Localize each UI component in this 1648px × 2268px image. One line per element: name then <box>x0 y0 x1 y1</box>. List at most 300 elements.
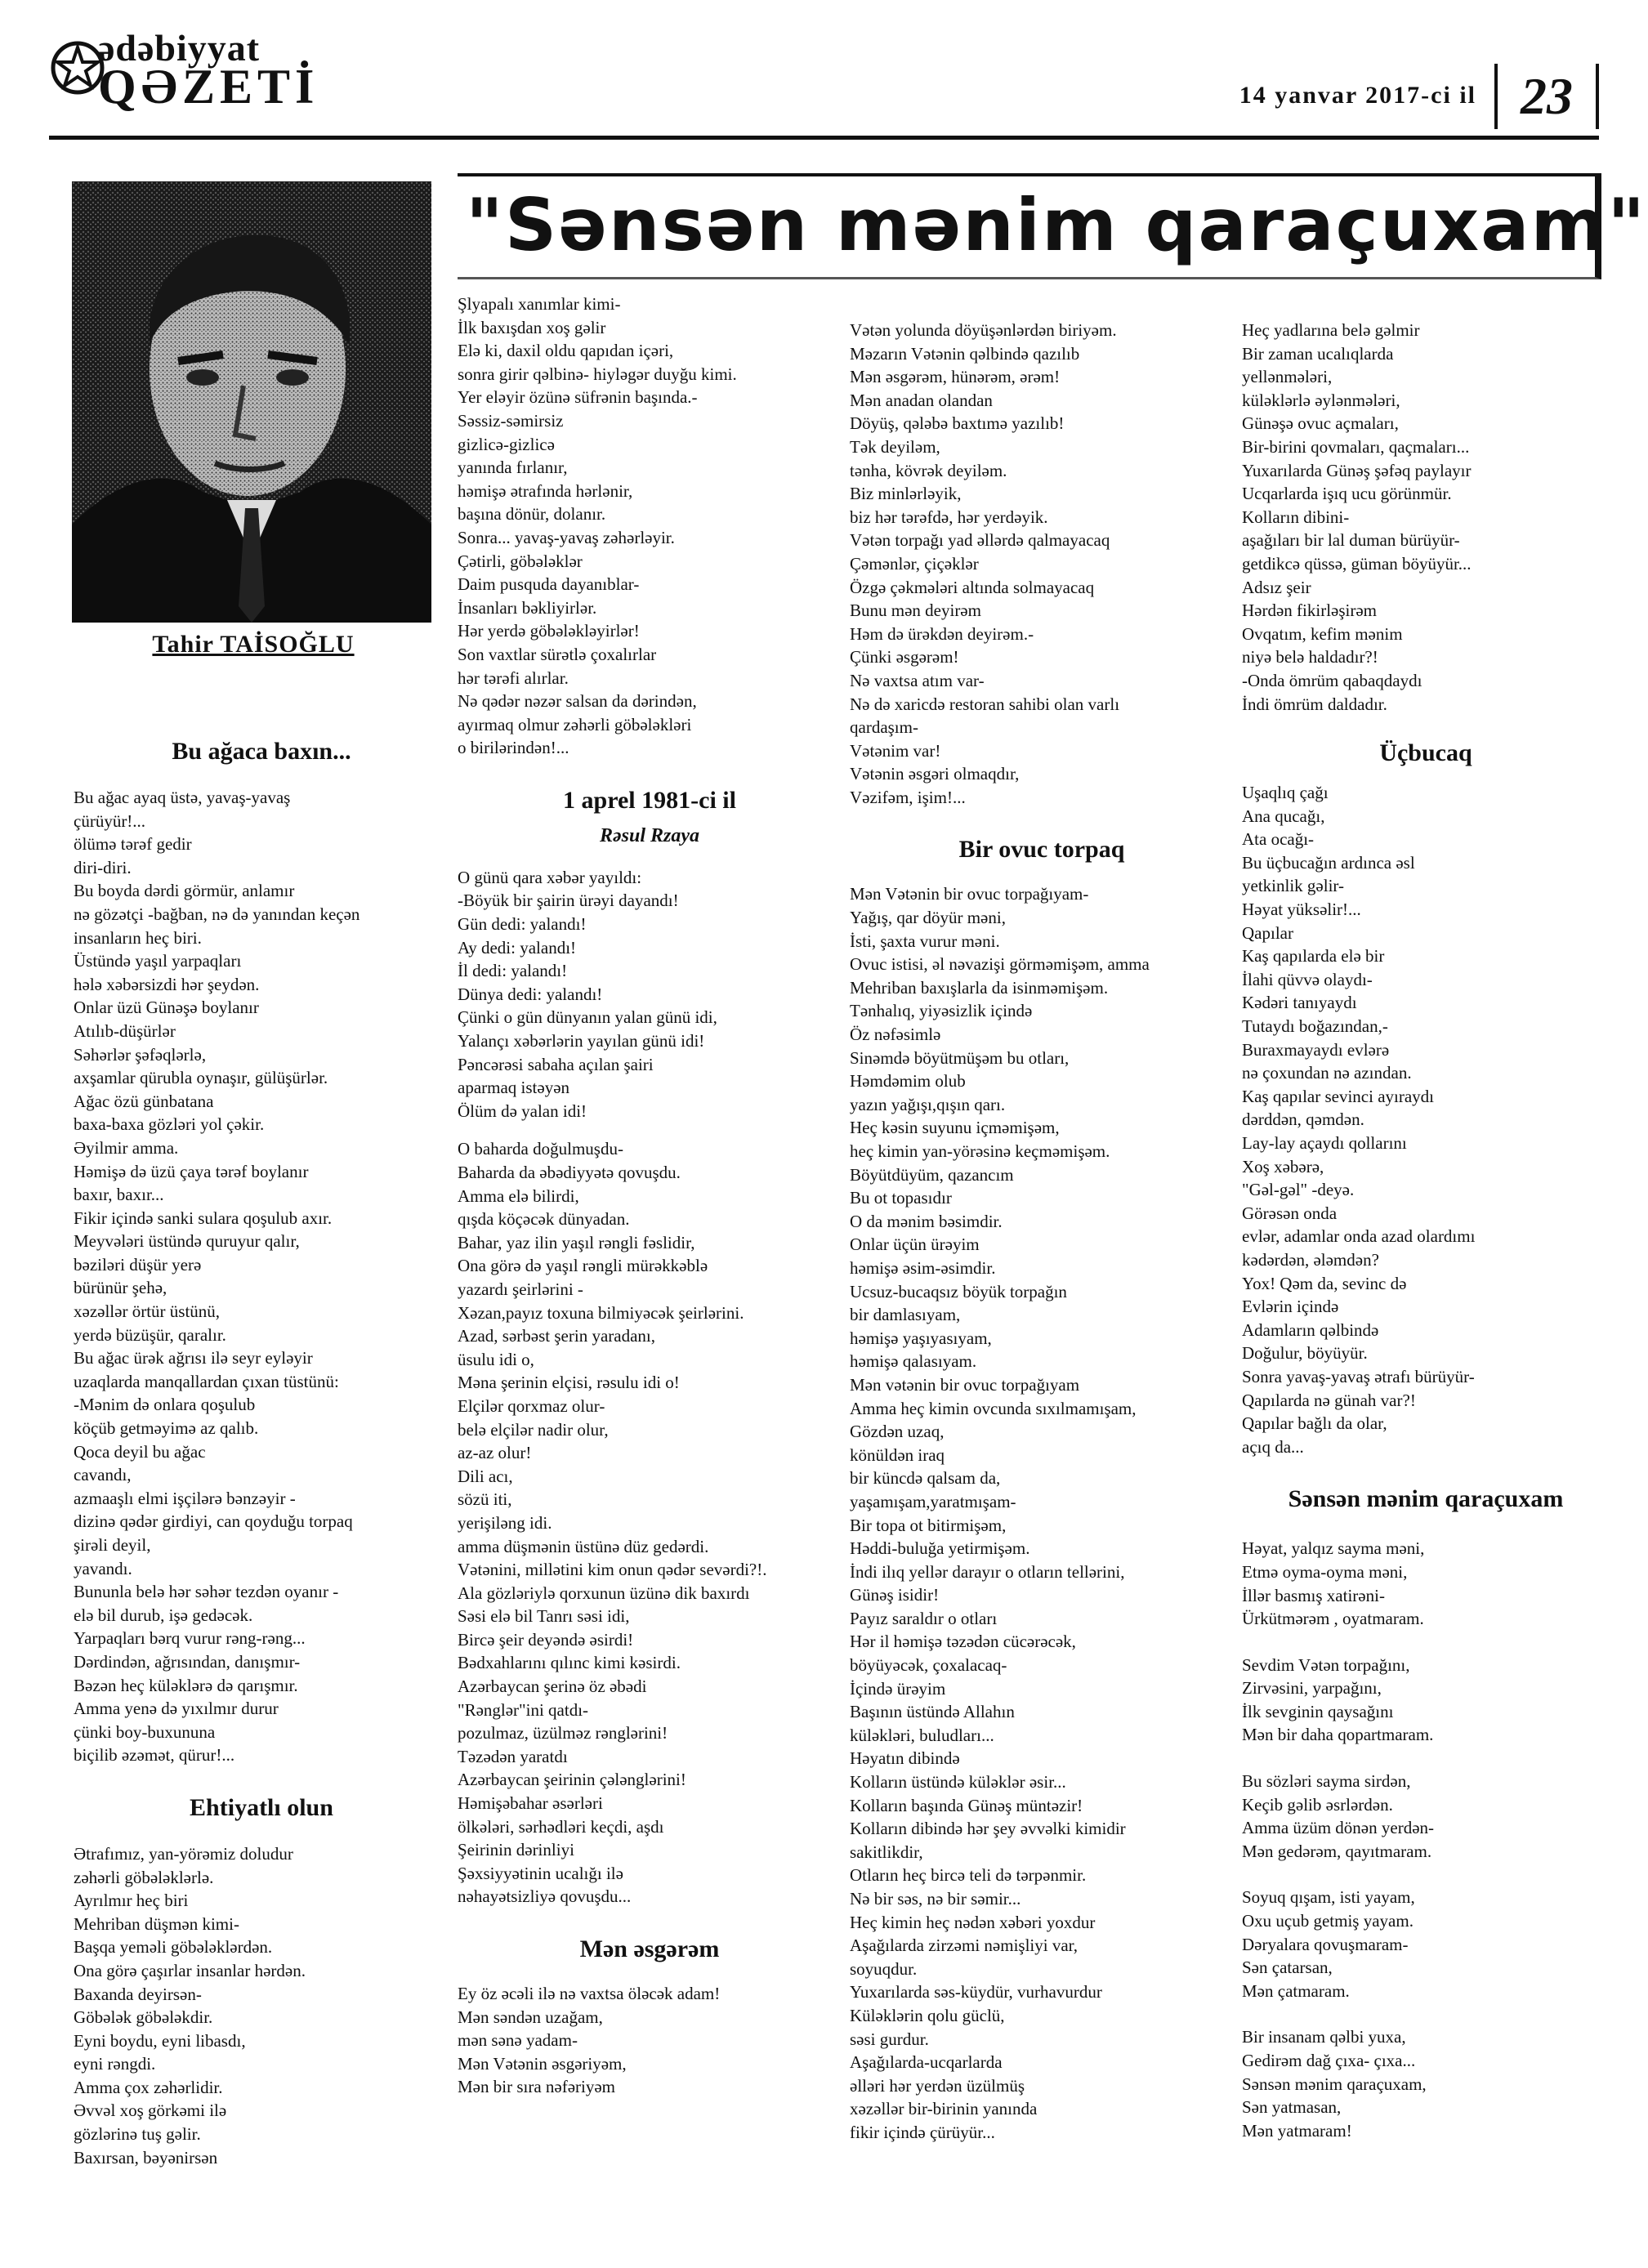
poem-line: Öz nəfəsimlə <box>850 1025 941 1045</box>
poem-line: Bu üçbucağın ardınca əsl <box>1242 852 1415 873</box>
poem-line: Başının üstündə Allahın <box>850 1702 1015 1722</box>
poem-line: yellənmələri, <box>1242 367 1333 387</box>
poem-line: axşamlar qürubla oynaşır, gülüşürlər. <box>74 1068 328 1088</box>
poem-line: Aşağılarda-ucqarlarda <box>850 2052 1003 2073</box>
poem-line: Baxanda deyirsən- <box>74 1984 202 2004</box>
poem-line: Dərdindən, ağrısından, danışmır- <box>74 1651 301 1672</box>
poem-line: Mehriban düşmən kimi- <box>74 1913 239 1934</box>
poem-body <box>850 319 1234 809</box>
poem-line: Amma elə bilirdi, <box>458 1185 579 1206</box>
poem-line: Həmdəmim olub <box>850 1071 966 1092</box>
poem-line: Gedirəm dağ çıxa- çıxa... <box>1242 2051 1416 2070</box>
poem-title: Bir ovuc torpaq <box>958 836 1125 864</box>
poem-line <box>458 1123 842 1137</box>
poem-line: Bu ağac ürək ağrısı ilə seyr eyləyir <box>74 1348 313 1368</box>
poem-line: aşağıları bir lal duman bürüyür- <box>1242 530 1460 551</box>
poem-line: həmişə ətrafında hərlənir, <box>458 480 633 501</box>
poem-line: dizinə qədər girdiyi, can qoyduğu torpaq <box>74 1511 353 1532</box>
poem-line: Əvvəl xoş görkəmi ilə <box>74 2101 227 2121</box>
poem-line: bir küncdə qalsam da, <box>850 1468 1001 1489</box>
poem-line: "Rənglər"ini qatdı- <box>458 1699 589 1720</box>
poem-line: Qapılar <box>1242 922 1293 943</box>
poem-line: Nə bir səs, nə bir səmir... <box>850 1889 1021 1909</box>
poem-line: Dili acı, <box>458 1466 513 1486</box>
poem-line: Sevdim Vətən torpağını, <box>1242 1654 1410 1675</box>
poem-line: Ala gözləriylə qorxunun üzünə dik baxırdı <box>458 1583 750 1603</box>
poem-line: nə çoxundan nə azından. <box>1242 1063 1412 1083</box>
poem-line: Ona görə çaşırlar insanlar hərdən. <box>74 1960 306 1980</box>
poem-line: azmaaşlı elmi işçilərə bənzəyir - <box>74 1488 296 1508</box>
poem-line: Kolların üstündə küləklər əsir... <box>850 1772 1066 1793</box>
poem-line: Zirvəsini, yarpağını, <box>1242 1678 1382 1699</box>
poem-line: çürüyür!... <box>74 810 146 831</box>
poem-line: uzaqlarda manqallardan çıxan tüstünü: <box>74 1371 339 1391</box>
poem-line: Bir insanam qəlbi yuxa, <box>1242 2027 1406 2047</box>
poem-line: Yalançı xəbərlərin yayılan günü idi! <box>458 1031 705 1051</box>
poem-line: Son vaxtlar sürətlə çoxalırlar <box>458 644 657 664</box>
poem-line: aparmaq istəyən <box>458 1078 570 1098</box>
poem-body <box>1242 319 1610 716</box>
poem-dedication: Rəsul Rzaya <box>599 824 699 846</box>
poem-line: cavandı, <box>74 1465 132 1485</box>
poem-line: Özgə çəkmələri altında solmayacaq <box>850 577 1095 597</box>
poem-line: küləkləri, buludları... <box>850 1725 994 1745</box>
header-rule <box>49 136 1599 140</box>
poem-line: Ayrılmır heç biri <box>74 1891 189 1911</box>
column-1 <box>74 735 449 2169</box>
poem-line: Heç kəsin suyunu içməmişəm, <box>850 1118 1060 1138</box>
poem-line: heç kimin yan-yörəsinə keçməmişəm. <box>850 1141 1110 1161</box>
author-photo <box>72 181 431 623</box>
poem-line: Bu ağac ayaq üstə, yavaş-yavaş <box>74 788 291 807</box>
poem-line: evlər, adamlar onda azad olardımı <box>1242 1226 1476 1247</box>
poem-line: qışda köçəcək dünyadan. <box>458 1209 630 1230</box>
poem-line: Vəzifəm, işim!... <box>850 787 966 807</box>
poem-line: Ürkütmərəm , oyatmaram. <box>1242 1609 1424 1629</box>
poem-line: Lay-lay açaydı qollarını <box>1242 1133 1407 1153</box>
logo-bottom-text: QƏZETİ <box>98 60 319 114</box>
poem-line: Ölüm də yalan idi! <box>458 1101 587 1121</box>
poem-line: Mən gedərəm, qayıtmaram. <box>1242 1841 1432 1861</box>
poem-line: Ağac özü günbatana <box>74 1091 214 1111</box>
poem-line: belə elçilər nadir olur, <box>458 1419 609 1440</box>
poem-line: Meyvələri üstündə quruyur qalır, <box>74 1231 300 1252</box>
poem-line: Mən vətənin bir ovuc torpağıyam <box>850 1374 1080 1395</box>
poem-line: "Gəl-gəl" -deyə. <box>1242 1180 1355 1200</box>
poem-line: Adsız şeir <box>1242 577 1311 597</box>
poem-title: 1 aprel 1981-ci il <box>563 786 736 814</box>
poem-line: İlk baxışdan xoş gəlir <box>458 317 606 337</box>
poem-line: bəziləri düşür yerə <box>74 1254 202 1275</box>
poem-line: Sonra yavaş-yavaş ətrafı bürüyür- <box>1242 1366 1475 1386</box>
poem-line: Oxu uçub getmiş yayam. <box>1242 1911 1414 1931</box>
poem-line: gizlicə-gizlicə <box>458 434 555 454</box>
poem-line: Keçib gəlib əsrlərdən. <box>1242 1794 1393 1815</box>
poem-line: Azad, sərbəst şerin yaradanı, <box>458 1326 655 1346</box>
poem-line: O da mənim bəsimdir. <box>850 1211 1003 1231</box>
poem-line: Mən anadan olandan <box>850 390 993 410</box>
poem-line: Bədxahlarını qılınc kimi kəsirdi. <box>458 1653 681 1673</box>
poem-line: eyni rəngdi. <box>74 2054 156 2074</box>
poem-line: hər tərəfi alırlar. <box>458 667 569 688</box>
poem-line: niyə belə haldadır?! <box>1242 647 1378 667</box>
poem-line: Bu sözləri sayma sirdən, <box>1242 1771 1411 1792</box>
poem-line: Mən Vətənin əsgəriyəm, <box>458 2053 627 2074</box>
poem-line: Heç kimin heç nədən xəbəri yoxdur <box>850 1912 1096 1932</box>
poem-line: Ana qucağı, <box>1242 806 1325 826</box>
poem-line: Mehriban baxışlarla da isinməmişəm. <box>850 977 1109 998</box>
poem-line: Xəzan,payız toxuna bilmiyəcək şeirlərini. <box>458 1302 744 1323</box>
poem-line: Yarpaqları bərq vurur rəng-rəng... <box>74 1628 306 1649</box>
poem-line: hələ xəbərsizdi hər şeydən. <box>74 974 260 994</box>
poem-line: üsulu idi o, <box>458 1349 534 1369</box>
poem-line: şirəli deyil, <box>74 1535 151 1555</box>
poem-line: həmişə qalasıyam. <box>850 1351 977 1372</box>
poem-line: Yağış, qar döyür məni, <box>850 908 1006 928</box>
poem-line: Qapılar bağlı da olar, <box>1242 1413 1387 1434</box>
headline-title: "Sənsən mənim qaraçuxam" <box>466 183 1647 267</box>
poem-line: kədərdən, ələmdən? <box>1242 1249 1379 1270</box>
poem-line: Etmə oyma-oyma məni, <box>1242 1561 1408 1582</box>
poem-line: Xoş xəbərə, <box>1242 1156 1324 1176</box>
poem-line: Hər yerdə göbələkləyirlər! <box>458 621 640 641</box>
poem-line: Ay dedi: yalandı! <box>458 937 577 958</box>
poem-line: Kolların dibində hər şey əvvəlki kimidir <box>850 1819 1126 1839</box>
poem-line: Şəxsiyyətinin ucalığı ilə <box>458 1863 623 1883</box>
poem-line: fikir içində çürüyür... <box>850 2122 995 2142</box>
poem-line: Çünki əsgərəm! <box>850 647 959 667</box>
poem-line: Məzarın Vətənin qəlbində qazılıb <box>850 343 1080 364</box>
poem-line: Qoca deyil bu ağac <box>74 1441 206 1462</box>
poem-line: Ovqatım, kefim mənim <box>1242 623 1403 644</box>
poem-line: Mən bir daha qopartmaram. <box>1242 1725 1434 1745</box>
poem-line: yaşamışam,yaratmışam- <box>850 1491 1016 1511</box>
page-number: 23 <box>1494 64 1599 129</box>
poem-line: Vətən torpağı yad əllərdə qalmayacaq <box>850 530 1110 551</box>
poem-line: Mən əsgərəm, hünərəm, ərəm! <box>850 367 1061 387</box>
poem-line: tənha, kövrək deyiləm. <box>850 460 1007 480</box>
poem-line: Doğulur, böyüyür. <box>1242 1343 1368 1364</box>
poem-line: Sonra... yavaş-yavaş zəhərləyir. <box>458 527 675 547</box>
poem-body <box>1242 781 1610 1458</box>
poem-line: Təzədən yaratdı <box>458 1746 568 1766</box>
poem-line: həmişə əsim-əsimdir. <box>850 1257 996 1278</box>
poem-line: Ucqarlarda işıq ucu görünmür. <box>1242 484 1452 504</box>
poem-line: Çəmənlər, çiçəklər <box>850 553 979 574</box>
poem-line: ölümə tərəf gedir <box>74 834 192 855</box>
poem-title: Bu ağaca baxın... <box>172 738 351 765</box>
poem-line: zəhərli göbələklərlə. <box>74 1867 214 1887</box>
poem-line: -Böyük bir şairin ürəyi dayandı! <box>458 891 679 911</box>
poem-line: diri-diri. <box>74 857 132 877</box>
poem-line: baxa-baxa gözləri yol çəkir. <box>74 1114 265 1135</box>
poem-line: Vətənim var! <box>850 740 941 761</box>
masthead <box>0 0 1648 147</box>
poem-line: Tənhalıq, yiyəsizlik içində <box>850 1001 1033 1021</box>
poem-stanzas <box>1242 1537 1610 2142</box>
poem-line: elə bil durub, işə gedəcək. <box>74 1605 253 1625</box>
poem-line: biçilib əzəmət, qürur!... <box>74 1745 235 1766</box>
poem-line: Atılıb-düşürlər <box>74 1020 176 1041</box>
column-2 <box>458 292 842 2099</box>
stanza <box>1242 2025 1610 2142</box>
poem-line: yanında fırlanır, <box>458 458 568 478</box>
poem-line: Görəsən onda <box>1242 1203 1338 1223</box>
poem-line: dərddən, qəmdən. <box>1242 1109 1364 1130</box>
stanza <box>1242 1537 1610 1630</box>
poem-line: xəzəllər bir-birinin yanında <box>850 2099 1038 2119</box>
poem-line: Bir topa ot bitirmişəm, <box>850 1515 1007 1535</box>
poem-line: Dünya dedi: yalandı! <box>458 984 603 1004</box>
poem-line: sonra girir qəlbinə- hiyləgər duyğu kimi. <box>458 364 737 384</box>
poem-line: Mən Vətənin bir ovuc torpağıyam- <box>850 884 1089 904</box>
poem-line: sözü iti, <box>458 1489 512 1510</box>
poem-line: Azərbaycan şeirinin çələnglərini! <box>458 1770 686 1790</box>
poem-line: Baharda da əbədiyyətə qovuşdu. <box>458 1163 681 1182</box>
poem-line: yazardı şeirlərini - <box>458 1279 583 1299</box>
poem-line: Nə qədər nəzər salsan da dərindən, <box>458 691 697 712</box>
poem-line: İl dedi: yalandı! <box>458 961 568 981</box>
poem-line: Yox! Qəm da, sevinc də <box>1242 1273 1407 1293</box>
poem-line: Otların heç bircə teli də tərpənmir. <box>850 1865 1087 1886</box>
poem-body <box>74 1842 449 2169</box>
poem-line: Hər il həmişə təzədən cücərəcək, <box>850 1632 1076 1652</box>
poem-line: Evlərin içində <box>1242 1297 1339 1317</box>
poem-line: Həddi-buluğa yetirmişəm. <box>850 1538 1030 1559</box>
poem-line: Eyni boydu, eyni libasdı, <box>74 2030 246 2051</box>
poem-line: Yuxarılarda Günəş şəfəq paylayır <box>1242 460 1472 480</box>
poem-line: Bu ot topasıdır <box>850 1188 952 1208</box>
poem-line: Başqa yeməli göbələklərdən. <box>74 1937 273 1958</box>
poem-line: Nə də xaricdə restoran sahibi olan varlı <box>850 694 1120 714</box>
poem-body <box>458 1982 842 2099</box>
poem-line: Amma üzüm dönən yerdən- <box>1242 1818 1435 1838</box>
poem-line: qardaşım- <box>850 717 918 738</box>
poem-line: Bəzən heç küləklərə də qarışmır. <box>74 1675 298 1695</box>
poem-line: pozulmaz, üzülməz rənglərini! <box>458 1723 668 1743</box>
poem-line: Ey öz əcəli ilə nə vaxtsa öləcək adam! <box>458 1984 721 2003</box>
poem-line: Şlyapalı xanımlar kimi- <box>458 294 621 314</box>
poem-line: Adamların qəlbində <box>1242 1319 1379 1340</box>
poem-line: həmişə yaşıyasıyam, <box>850 1328 992 1348</box>
poem-line: gözlərinə tuş gəlir. <box>74 2124 201 2145</box>
poem-line: nəhayətsizliyə qovuşdu... <box>458 1886 632 1907</box>
poem-line: Mən səndən uzağam, <box>458 2007 603 2027</box>
poem-line: Amma çox zəhərlidir. <box>74 2077 223 2097</box>
newspaper-logo <box>49 27 392 114</box>
poem-line: Məna şerinin elçisi, rəsulu idi o! <box>458 1373 680 1393</box>
poem-line: Tək deyiləm, <box>850 436 940 457</box>
poem-line: İlahi qüvvə olaydı- <box>1242 969 1373 989</box>
poem-line: Baxırsan, bəyənirsən <box>74 2147 218 2168</box>
poem-line: Göbələk göbələkdir. <box>74 2007 213 2028</box>
column-4 <box>1242 319 1610 2165</box>
poem-line: xəzəllər örtür üstünü, <box>74 1301 221 1322</box>
poem-line: Onlar üzü Günəşə boylanır <box>74 998 259 1018</box>
poem-line: O baharda doğulmuşdu- <box>458 1139 623 1159</box>
poem-line: Azərbaycan şerinə öz əbədi <box>458 1676 647 1697</box>
poem-line: Vətənini, millətini kim onun qədər sevərdi?!. <box>458 1560 767 1580</box>
poem-line: Nə vaxtsa atım var- <box>850 670 985 690</box>
poem-line: Biz minlərləyik, <box>850 484 962 504</box>
poem-line: Hərdən fikirləşirəm <box>1242 600 1378 621</box>
poem-title: Mən əsgərəm <box>579 1935 720 1962</box>
poem-line: Pəncərəsi sabaha açılan şairi <box>458 1054 654 1074</box>
poem-line: Səsi elə bil Tanrı səsi idi, <box>458 1606 630 1627</box>
poem-line: o birilərindən!... <box>458 738 569 758</box>
poem-line: küləklərlə əylənmələri, <box>1242 390 1400 410</box>
poem-line: yazın yağışı,qışın qarı. <box>850 1094 1006 1114</box>
poem-line: O günü qara xəbər yayıldı: <box>458 867 642 887</box>
stanza <box>1242 1654 1610 1747</box>
poem-line: Kaş qapılarda elə bir <box>1242 946 1385 967</box>
poem-line: Heç yadlarına belə gəlmir <box>1242 320 1420 340</box>
poem-line: Elçilər qorxmaz olur- <box>458 1395 605 1416</box>
poem-line: Bir-birini qovmaları, qaçmaları... <box>1242 436 1470 457</box>
poem-line: Səssiz-səmirsiz <box>458 410 564 431</box>
poem-line: Həmişəbahar əsərləri <box>458 1793 603 1814</box>
author-portrait-image <box>72 181 431 623</box>
author-name: Tahir TAİSOĞLU <box>152 631 355 658</box>
poem-line: Aşağılarda zirzəmi nəmişliyi var, <box>850 1935 1079 1956</box>
poem-line: -Onda ömrüm qabaqdaydı <box>1242 670 1422 690</box>
poem-line: böyüyəcək, çoxalacaq- <box>850 1655 1007 1676</box>
poem-title: Sənsən mənim qaraçuxam <box>1288 1485 1564 1513</box>
poem-line: Tutaydı boğazından,- <box>1242 1016 1388 1037</box>
poem-line: -Mənim də onlara qoşulub <box>74 1395 256 1415</box>
poem-line: yavandı. <box>74 1558 132 1578</box>
poem-line: Şeirinin dərinliyi <box>458 1840 574 1860</box>
poem-line: Mən çatmaram. <box>1242 1980 1350 2001</box>
poem-line: köçüb getməyimə az qalıb. <box>74 1418 259 1439</box>
poem-line: Bircə şeir deyəndə əsirdi! <box>458 1629 634 1650</box>
poem-line: Həyat, yalqız sayma məni, <box>1242 1538 1425 1559</box>
poem-line: İçində ürəyim <box>850 1678 946 1699</box>
poem-line: Yuxarılarda səs-küydür, vurhavurdur <box>850 1982 1102 2002</box>
poem-body <box>458 866 842 1909</box>
poem-line: Yer eləyir özünə süfrənin başında.- <box>458 387 698 408</box>
poem-line: səsi gurdur. <box>850 2029 929 2049</box>
poem-line: Vətən yolunda döyüşənlərdən biriyəm. <box>850 320 1117 340</box>
logo-top-text: ədəbiyyat <box>98 27 261 69</box>
poem-line: Ətrafımız, yan-yörəmiz doludur <box>74 1843 293 1864</box>
poem-line: Kolların başında Günəş müntəzir! <box>850 1795 1083 1815</box>
poem-line: Amma yenə də yıxılmır durur <box>74 1699 279 1719</box>
poem-line: Həyatın dibində <box>850 1748 960 1769</box>
headline-banner <box>458 173 1647 279</box>
issue-date: 14 yanvar 2017-ci il <box>1239 82 1476 109</box>
poem-line: Onlar üçün ürəyim <box>850 1234 980 1255</box>
poem-line: Günəşə ovuc açmaları, <box>1242 413 1399 434</box>
poem-line: Həmişə də üzü çaya tərəf boylanır <box>74 1161 309 1181</box>
poem-line: İndi ilıq yellər darayır o otların tellərini, <box>850 1561 1125 1582</box>
poem-line: İsti, şaxta vurur məni. <box>850 931 1000 951</box>
poem-line: Uşaqlıq çağı <box>1242 783 1329 803</box>
poem-line: Qapılarda nə günah var?! <box>1242 1390 1416 1410</box>
poem-line: Elə ki, daxil oldu qapıdan içəri, <box>458 341 674 361</box>
poem-line: Payız saraldır o otları <box>850 1608 998 1628</box>
poem-line: Sən yatmasan, <box>1242 2097 1342 2118</box>
poem-line: mən sənə yadam- <box>458 2030 578 2051</box>
poem-line: Amma heç kimin ovcunda sıxılmamışam, <box>850 1398 1137 1418</box>
poem-title: Üçbucaq <box>1379 739 1472 767</box>
poem-line: ölkələri, sərhədləri keçdi, aşdı <box>458 1816 664 1837</box>
poem-line: İllər basmış xatirəni- <box>1242 1585 1385 1605</box>
poem-line: Sənsən mənim qaraçuxam, <box>1242 2074 1427 2094</box>
poem-line: İndi ömrüm daldadır. <box>1242 694 1387 714</box>
poem-line: Gün dedi: yalandı! <box>458 914 587 935</box>
poem-line: Sən çatarsan, <box>1242 1958 1333 1978</box>
poem-line: Bahar, yaz ilin yaşıl rəngli fəslidir, <box>458 1232 695 1252</box>
poem-line: başına dönür, dolanır. <box>458 504 606 525</box>
stanza <box>1242 1886 1610 2002</box>
poem-line: Vətənin əsgəri olmaqdır, <box>850 764 1020 784</box>
poem-line: əlləri hər yerdən üzülmüş <box>850 2075 1025 2096</box>
poem-line: Çünki o gün dünyanın yalan günü idi, <box>458 1007 717 1028</box>
poem-line: Kaş qapılar sevinci ayıraydı <box>1242 1086 1434 1106</box>
poem-line: insanların heç biri. <box>74 927 202 948</box>
poem-line: Soyuq qışam, isti yayam, <box>1242 1887 1415 1908</box>
poem-line: az-az olur! <box>458 1443 532 1463</box>
poem-body <box>458 292 842 760</box>
poem-line: ayırmaq olmur zəhərli göbələkləri <box>458 714 692 734</box>
poem-line: Ovuc istisi, əl nəvazişi görməmişəm, amma <box>850 954 1150 975</box>
poem-line: Böyütdüyüm, qazancım <box>850 1164 1014 1185</box>
poem-line: Səhərlər şəfəqlərlə, <box>74 1044 207 1065</box>
poem-line: İnsanları bəkliyirlər. <box>458 597 597 618</box>
poem-line: bürünür şehə, <box>74 1278 167 1298</box>
poem-line: Mən yatmaram! <box>1242 2120 1352 2141</box>
poem-line: yetkinlik gəlir- <box>1242 876 1344 896</box>
poem-line: biz hər tərəfdə, hər yerdəyik. <box>850 507 1048 527</box>
poem-line: İlk sevginin qaysağını <box>1242 1701 1394 1721</box>
poem-line: könüldən iraq <box>850 1444 945 1465</box>
poem-title: Ehtiyatlı olun <box>190 1793 333 1821</box>
poem-line: Kolların dibini- <box>1242 507 1350 527</box>
poem-line: Sinəmdə böyütmüşəm bu otları, <box>850 1047 1070 1068</box>
poem-line: Həm də ürəkdən deyirəm.- <box>850 623 1034 644</box>
poem-line: baxır, baxır... <box>74 1185 164 1205</box>
poem-line: getdikcə qüssə, güman böyüyür... <box>1242 553 1472 574</box>
poem-line: Həyat yüksəlir!... <box>1242 900 1361 920</box>
poem-line: Bu boyda dərdi görmür, anlamır <box>74 881 295 901</box>
poem-line: Bununla belə hər səhər tezdən oyanır - <box>74 1582 339 1602</box>
poem-line: Fikir içində sanki sulara qoşulub axır. <box>74 1208 333 1228</box>
poem-line: Ona görə də yaşıl rəngli mürəkkəblə <box>458 1256 708 1276</box>
poem-line: Dəryalara qovuşmaram- <box>1242 1934 1409 1954</box>
poem-line: Əyilmir amma. <box>74 1137 179 1158</box>
poem-line: Küləklərin qolu güclü, <box>850 2005 1005 2025</box>
poem-line: soyuqdur. <box>850 1958 918 1979</box>
poem-line: Bunu mən deyirəm <box>850 600 981 621</box>
poem-line: Bir zaman ucalıqlarda <box>1242 343 1394 364</box>
poem-line: Buraxmayaydı evlərə <box>1242 1039 1390 1060</box>
poem-line: çünki boy-buxununa <box>74 1721 216 1742</box>
poem-line: yerişiləng idi. <box>458 1512 552 1533</box>
poem-line: Üstündə yaşıl yarpaqları <box>74 951 242 971</box>
poem-body <box>850 882 1234 2144</box>
poem-line: Ucsuz-bucaqsız böyük torpağın <box>850 1281 1067 1301</box>
poem-line: Günəş isidir! <box>850 1585 940 1605</box>
poem-line: Kədəri tanıyaydı <box>1242 993 1357 1013</box>
poem-line: nə gözətçi -bağban, nə də yanından keçən <box>74 904 360 924</box>
poem-line: açıq da... <box>1242 1436 1304 1457</box>
poem-line: bir damlasıyam, <box>850 1305 961 1325</box>
poem-line: Çətirli, göbələklər <box>458 551 583 571</box>
poem-line: Mən bir sıra nəfəriyəm <box>458 2077 616 2097</box>
poem-line: Daim pusquda dayanıblar- <box>458 574 640 595</box>
poem-line: sakitlikdir, <box>850 1842 923 1862</box>
